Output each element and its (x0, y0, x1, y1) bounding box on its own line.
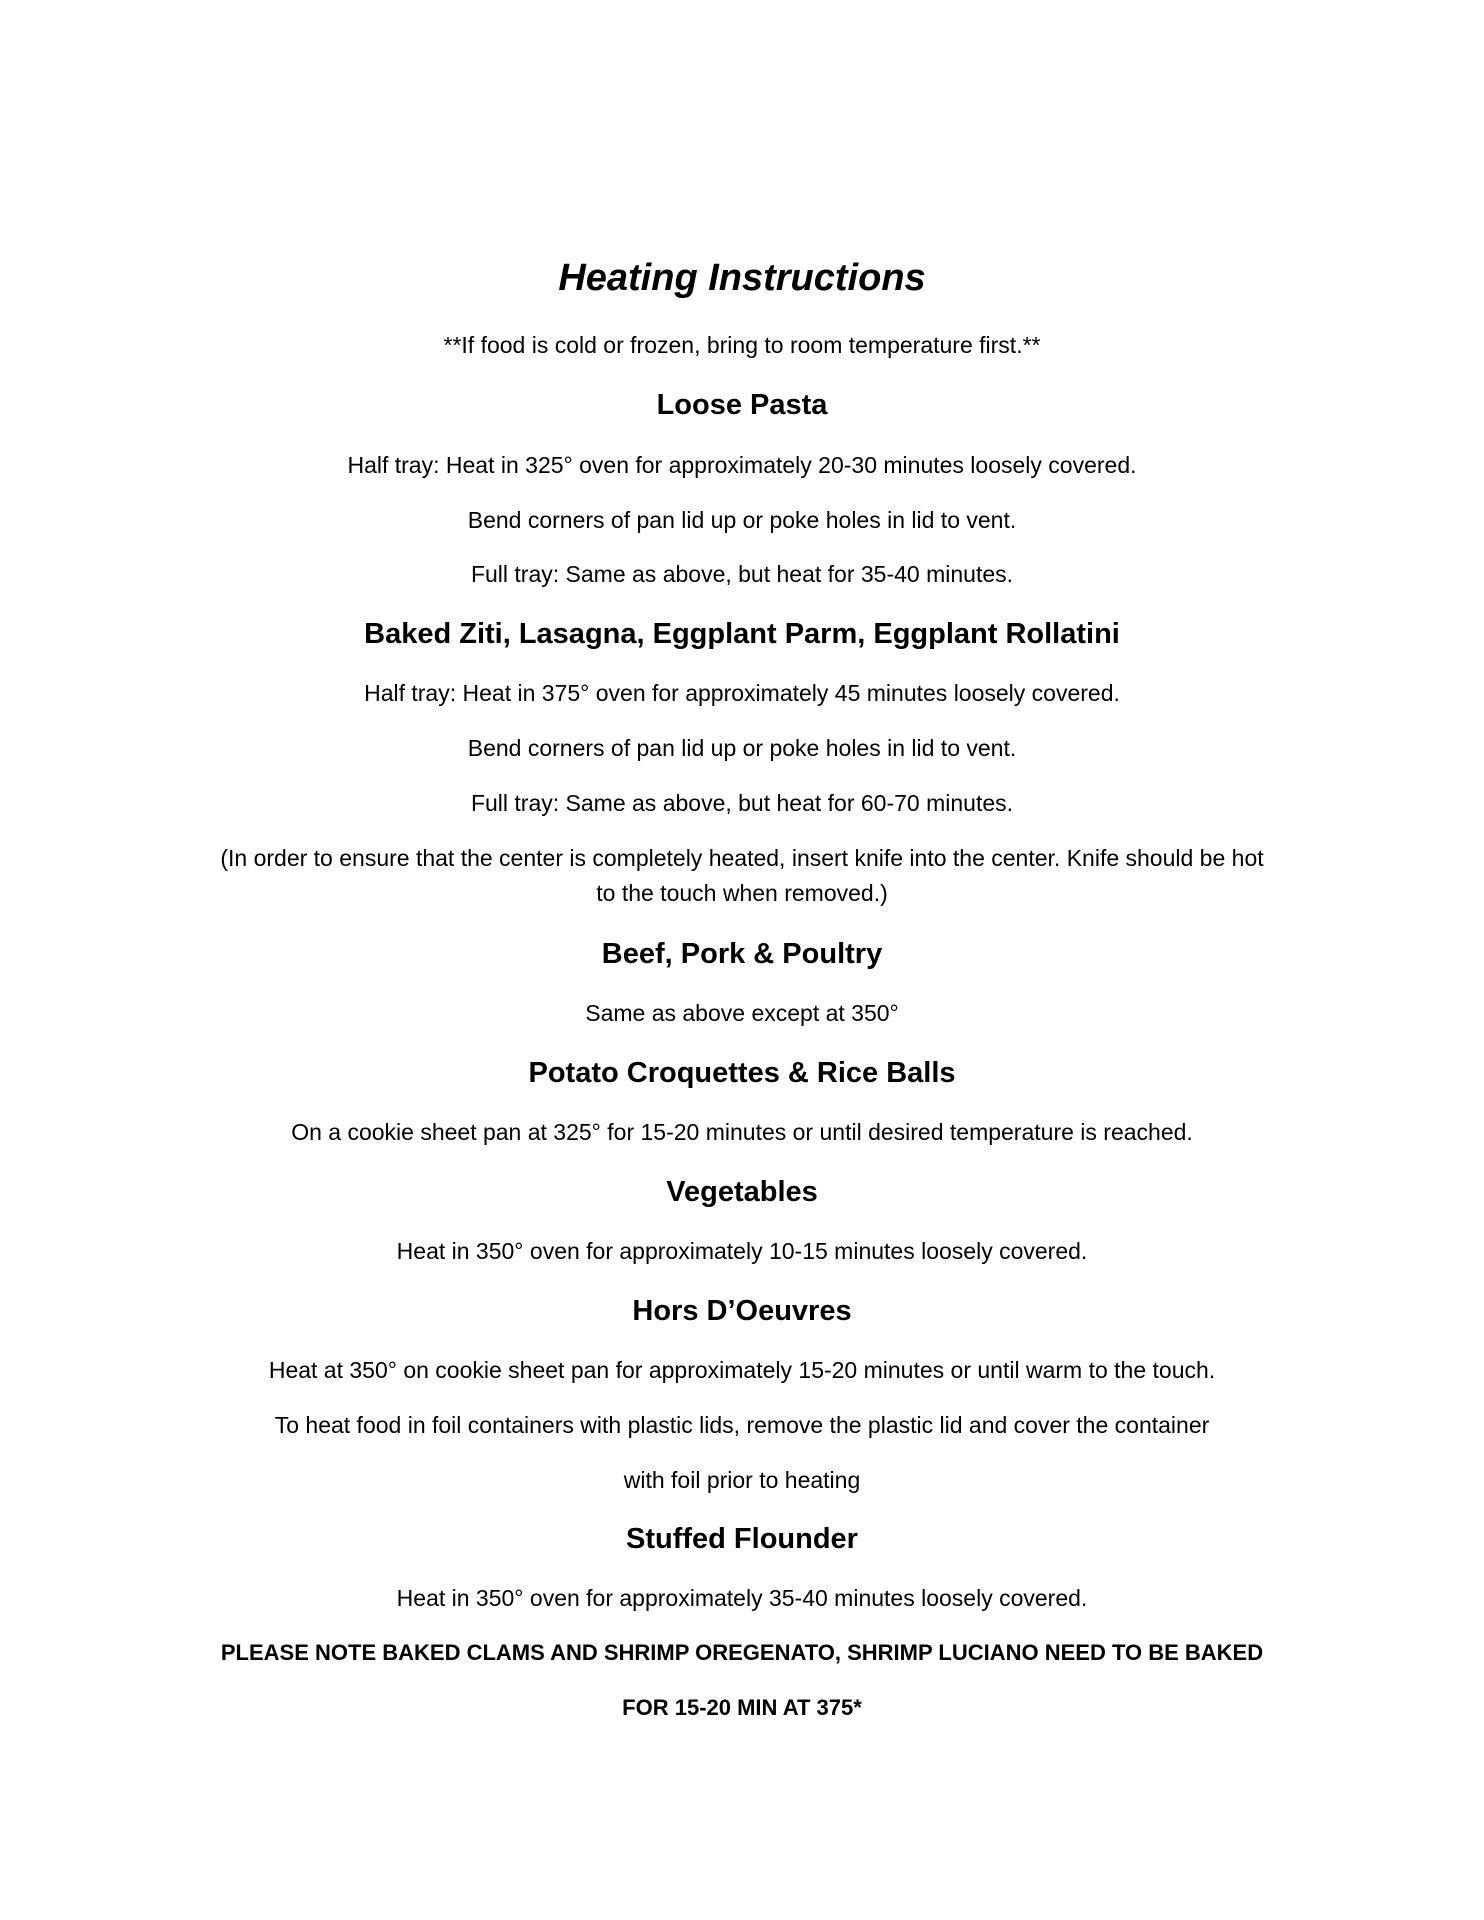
section-line: On a cookie sheet pan at 325° for 15-20 minutes or until desired temperature is reached. (291, 1119, 1193, 1145)
section-line: Same as above except at 350° (585, 1000, 899, 1026)
section-heading-beef-pork-poultry: Beef, Pork & Poultry (601, 938, 883, 970)
section-heading-baked-ziti: Baked Ziti, Lasagna, Eggplant Parm, Eggplant Rollatini (364, 618, 1120, 650)
bold-notice-line: PLEASE NOTE BAKED CLAMS AND SHRIMP OREGENATO, SHRIMP LUCIANO NEED TO BE BAKED (220, 1640, 1264, 1665)
section-line: Bend corners of pan lid up or poke holes in lid to vent. (467, 507, 1017, 533)
section-line: Bend corners of pan lid up or poke holes in lid to vent. (467, 735, 1017, 761)
section-heading-hors-doeuvres: Hors D’Oeuvres (632, 1295, 852, 1327)
bold-notice-line: FOR 15-20 MIN AT 375* (622, 1695, 862, 1720)
section-line: To heat food in foil containers with plastic lids, remove the plastic lid and cover the container (274, 1412, 1210, 1438)
section-line: Full tray: Same as above, but heat for 60-70 minutes. (470, 790, 1014, 816)
section-line: Full tray: Same as above, but heat for 35-40 minutes. (470, 561, 1014, 587)
section-line: Heat in 350° oven for approximately 35-40 minutes loosely covered. (396, 1585, 1088, 1611)
section-line: Half tray: Heat in 375° oven for approximately 45 minutes loosely covered. (364, 680, 1120, 706)
section-line: to the touch when removed.) (596, 880, 888, 906)
section-line: Heat in 350° oven for approximately 10-15 minutes loosely covered. (396, 1238, 1088, 1264)
intro-note: **If food is cold or frozen, bring to room temperature first.** (443, 332, 1041, 358)
section-heading-loose-pasta: Loose Pasta (656, 389, 828, 421)
section-heading-stuffed-flounder: Stuffed Flounder (626, 1523, 858, 1555)
section-line: Half tray: Heat in 325° oven for approximately 20-30 minutes loosely covered. (347, 452, 1137, 478)
page-title: Heating Instructions (558, 257, 926, 299)
section-line: with foil prior to heating (623, 1467, 861, 1493)
section-line: Heat at 350° on cookie sheet pan for approximately 15-20 minutes or until warm to the touch. (268, 1357, 1216, 1383)
section-heading-vegetables: Vegetables (666, 1176, 818, 1208)
section-line: (In order to ensure that the center is completely heated, insert knife into the center. Knife should be hot (220, 845, 1264, 871)
section-heading-potato-croquettes: Potato Croquettes & Rice Balls (528, 1057, 956, 1089)
